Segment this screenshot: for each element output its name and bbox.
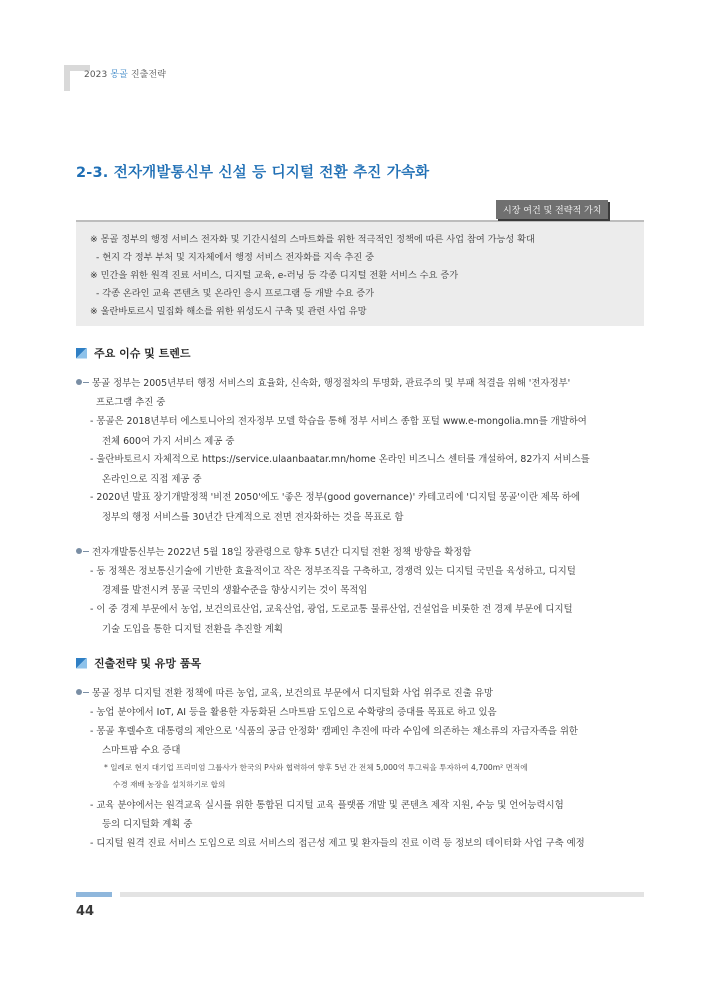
header-suffix: 진출전략 — [130, 70, 167, 80]
sub-item: - 디지털 원격 진료 서비스 도입으로 의료 서비스의 접근성 제고 및 환자들의 진료 이력 등 정보의 데이터화 사업 구축 예정 — [90, 838, 585, 849]
bullet-dash-icon — [83, 382, 89, 383]
market-line: ※ 몽골 정부의 행정 서비스 전자화 및 기간시설의 스마트화를 위한 적극적인 정책에 따른 사업 참여 가능성 확대 — [90, 234, 535, 245]
strategy-heading — [76, 655, 201, 671]
market-line: - 각종 온라인 교육 콘텐츠 및 온라인 응시 프로그램 등 개발 수요 증가 — [96, 288, 374, 299]
sub-item-cont: 전체 600여 가지 서비스 제공 중 — [102, 436, 235, 447]
bullet-dot-icon — [76, 548, 82, 554]
running-header — [84, 67, 166, 80]
section-title: 2-3. 전자개발통신부 신설 등 디지털 전환 추진 가속화 — [76, 165, 430, 181]
sub-item-text: 2020년 발표 장기개발정책 '비전 2050'에도 '좋은 정부(good governance)' 카테고리에 '디지털 몽골'이란 제목 하에 — [96, 492, 581, 503]
sub-item-cont: 등의 디지털화 계획 중 — [102, 819, 193, 830]
list-item-cont: 프로그램 추진 중 — [96, 397, 166, 408]
footnote: * 일례로 현지 대기업 프리미엄 그룹사가 한국의 P사와 협력하여 향후 5년 간 전체 5,000억 투그릭을 투자하여 4,700m² 면적에 — [104, 763, 528, 772]
footnote-cont: 수경 재배 농장을 설치하기로 합의 — [113, 780, 226, 789]
sub-item-cont: 온라인으로 직접 제공 중 — [102, 474, 202, 485]
sub-item-text: 농업 분야에서 IoT, AI 등을 활용한 자동화된 스마트팜 도입으로 수확량의 증대를 목표로 하고 있음 — [96, 707, 497, 718]
sub-item-cont: 정부의 행정 서비스를 30년간 단계적으로 전면 전자화하는 것을 목표로 함 — [102, 512, 404, 523]
sub-item-text: 교육 분야에서는 원격교육 실시를 위한 통합된 디지털 교육 플랫폼 개발 및 콘텐츠 제작 지원, 수능 및 언어능력시험 — [96, 800, 564, 811]
footer-rule — [120, 892, 644, 897]
sub-item-cont: 기술 도입을 통한 디지털 전환을 추진할 계획 — [102, 624, 283, 635]
sub-item-text: 몽골 후렐수흐 대통령의 제안으로 '식품의 공급 안정화' 캠페인 추진에 따라 수입에 의존하는 채소류의 자급자족을 위한 — [96, 726, 578, 737]
sub-item-text: 몽골은 2018년부터 에스토니아의 전자정부 모델 학습을 통해 정부 서비스 종합 포털 www.e-mongolia.mn를 개발하여 — [96, 416, 587, 427]
issues-heading — [76, 345, 191, 361]
list-item-text: 전자개발통신부는 2022년 5월 18일 장관령으로 향후 5년간 디지털 전환 정책 방향을 확정함 — [92, 547, 472, 558]
sub-item: - 울란바토르시 자체적으로 https://service.ulaanbaatar.mn/home 온라인 비즈니스 센터를 개설하여, 82가지 서비스를 — [90, 454, 590, 465]
page-number: 44 — [76, 904, 95, 919]
header-year: 2023 — [84, 70, 108, 80]
bullet-dash-icon — [83, 692, 89, 693]
market-line: ※ 민간을 위한 원격 진료 서비스, 디지털 교육, e-러닝 등 각종 디지털 전환 서비스 수요 증가 — [90, 270, 459, 281]
market-value-tab: 시장 여건 및 전략적 가치 — [496, 200, 608, 219]
list-item-text: 몽골 정부는 2005년부터 행정 서비스의 효율화, 신속화, 행정절차의 투명화, 관료주의 및 부패 척결을 위해 '전자정부' — [92, 378, 571, 389]
section-square-icon — [76, 348, 87, 359]
sub-item-cont: 경제를 발전시켜 몽골 국민의 생활수준을 향상시키는 것이 목적임 — [102, 585, 368, 596]
sub-item-text: 동 정책은 정보통신기술에 기반한 효율적이고 작은 정부조직을 구축하고, 경쟁력 있는 디지털 국민을 육성하고, 디지털 — [96, 566, 576, 577]
list-item — [76, 685, 493, 699]
market-line: ※ 울란바토르시 밀집화 해소를 위한 위성도시 구축 및 관련 사업 유망 — [90, 306, 367, 317]
sub-item: - 2020년 발표 장기개발정책 '비전 2050'에도 '좋은 정부(good governance)' 카테고리에 '디지털 몽골'이란 제목 하에 — [90, 492, 581, 503]
issues-heading-text: 주요 이슈 및 트렌드 — [94, 347, 191, 360]
sub-item: - 이 중 경제 부문에서 농업, 보건의료산업, 교육산업, 광업, 도로교통 물류산업, 건설업을 비롯한 전 경제 부문에 디지털 — [90, 604, 573, 615]
sub-item-cont: 스마트팜 수요 증대 — [102, 745, 181, 756]
list-item — [76, 375, 570, 389]
market-line: - 현지 각 정부 부처 및 지자체에서 행정 서비스 전자화를 지속 추진 중 — [96, 252, 374, 263]
sub-item: - 몽골은 2018년부터 에스토니아의 전자정부 모델 학습을 통해 정부 서비스 종합 포털 www.e-mongolia.mn를 개발하여 — [90, 416, 587, 427]
sub-item: - 농업 분야에서 IoT, AI 등을 활용한 자동화된 스마트팜 도입으로 수확량의 증대를 목표로 하고 있음 — [90, 707, 497, 718]
sub-item: - 교육 분야에서는 원격교육 실시를 위한 통합된 디지털 교육 플랫폼 개발 및 콘텐츠 제작 지원, 수능 및 언어능력시험 — [90, 800, 564, 811]
bullet-dash-icon — [83, 551, 89, 552]
sub-item: - 몽골 후렐수흐 대통령의 제안으로 '식품의 공급 안정화' 캠페인 추진에 따라 수입에 의존하는 채소류의 자급자족을 위한 — [90, 726, 578, 737]
bullet-dot-icon — [76, 689, 82, 695]
sub-item-text: 울란바토르시 자체적으로 https://service.ulaanbaatar.mn/home 온라인 비즈니스 센터를 개설하여, 82가지 서비스를 — [96, 454, 590, 465]
strategy-heading-text: 진출전략 및 유망 품목 — [94, 657, 202, 670]
sub-item-text: 이 중 경제 부문에서 농업, 보건의료산업, 교육산업, 광업, 도로교통 물류산업, 건설업을 비롯한 전 경제 부문에 디지털 — [96, 604, 573, 615]
sub-item: - 동 정책은 정보통신기술에 기반한 효율적이고 작은 정부조직을 구축하고, 경쟁력 있는 디지털 국민을 육성하고, 디지털 — [90, 566, 576, 577]
list-item-text: 몽골 정부 디지털 전환 정책에 따른 농업, 교육, 보건의료 부문에서 디지털화 사업 위주로 진출 유망 — [92, 688, 493, 699]
bullet-dot-icon — [76, 379, 82, 385]
sub-item-text: 디지털 원격 진료 서비스 도입으로 의료 서비스의 접근성 제고 및 환자들의 진료 이력 등 정보의 데이터화 사업 구축 예정 — [96, 838, 585, 849]
list-item — [76, 544, 471, 558]
section-square-icon — [76, 658, 87, 669]
header-country: 몽골 — [110, 70, 128, 80]
footer-accent-bar — [76, 892, 112, 897]
